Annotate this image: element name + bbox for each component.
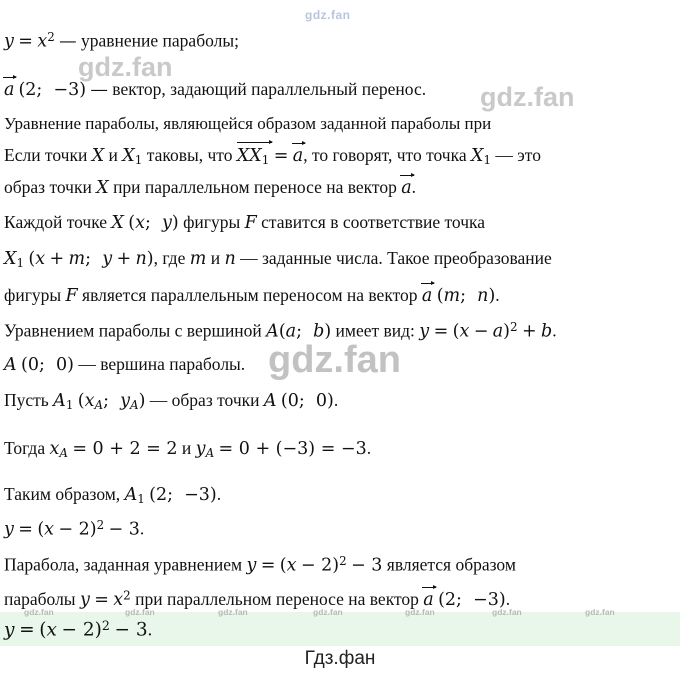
text-line-7: $X_1$ (x + m; y + n), где m и n — заданные числа. Такое преобразование <box>4 248 552 270</box>
watermark-small-6: gdz.fan <box>492 607 522 617</box>
text-line-12: Тогда $x_A = 0 + 2 = 2$ и $y_A = 0 + (-3) = -3$. <box>4 438 372 460</box>
text-line-9: Уравнением параболы с вершиной A(a; b) имеет вид: $y = (x - a)^2 + b$. <box>4 320 557 342</box>
footer-brand: Гдз.фан <box>304 648 376 669</box>
answer-equation: $y = (x - 2)^2 - 3$. <box>4 618 153 641</box>
watermark-small-7: gdz.fan <box>585 607 615 617</box>
text-line-1: $y = x^2$ — уравнение параболы; <box>4 30 239 52</box>
text-line-15: Парабола, заданная уравнением $y = (x - 2)^2 - 3$ является образом <box>4 554 516 576</box>
watermark-large-2: gdz.fan <box>480 82 575 112</box>
watermark-small-2: gdz.fan <box>125 607 155 617</box>
text-line-4: Если точки X и $X_1$ таковы, что $XX_1 = a$, то говорят, что точка $X_1$ — это <box>4 142 541 167</box>
text-line-13: Таким образом, $A_1$ (2; −3). <box>4 484 222 506</box>
text-line-11: Пусть $A_1$ ($x_A$; $y_A$) — образ точки A (0; 0). <box>4 390 339 412</box>
text-line-14: $y = (x - 2)^2 - 3$. <box>4 518 145 540</box>
text-line-8: фигуры F является параллельным переносом на вектор a (m; n). <box>4 285 500 306</box>
watermark-large-3: gdz.fan <box>268 339 401 381</box>
text-line-10: A (0; 0) — вершина параболы. <box>4 354 246 375</box>
watermark-small-4: gdz.fan <box>313 607 343 617</box>
watermark-small-3: gdz.fan <box>218 607 248 617</box>
text-line-6: Каждой точке X (x; y) фигуры F ставится в соответствие точка <box>4 212 486 233</box>
text-line-3: Уравнение параболы, являющейся образом заданной параболы при <box>4 114 492 133</box>
watermark-top: gdz.fan <box>305 8 351 22</box>
watermark-small-5: gdz.fan <box>405 607 435 617</box>
text-line-5: образ точки X при параллельном переносе на вектор a. <box>4 177 417 198</box>
watermark-small-1: gdz.fan <box>24 607 54 617</box>
watermark-large-1: gdz.fan <box>78 52 173 82</box>
text-line-2: a (2; −3) — вектор, задающий параллельный перенос. <box>4 79 427 100</box>
text-line-16: параболы $y = x^2$ при параллельном переносе на вектор a (2; −3). <box>4 588 511 610</box>
